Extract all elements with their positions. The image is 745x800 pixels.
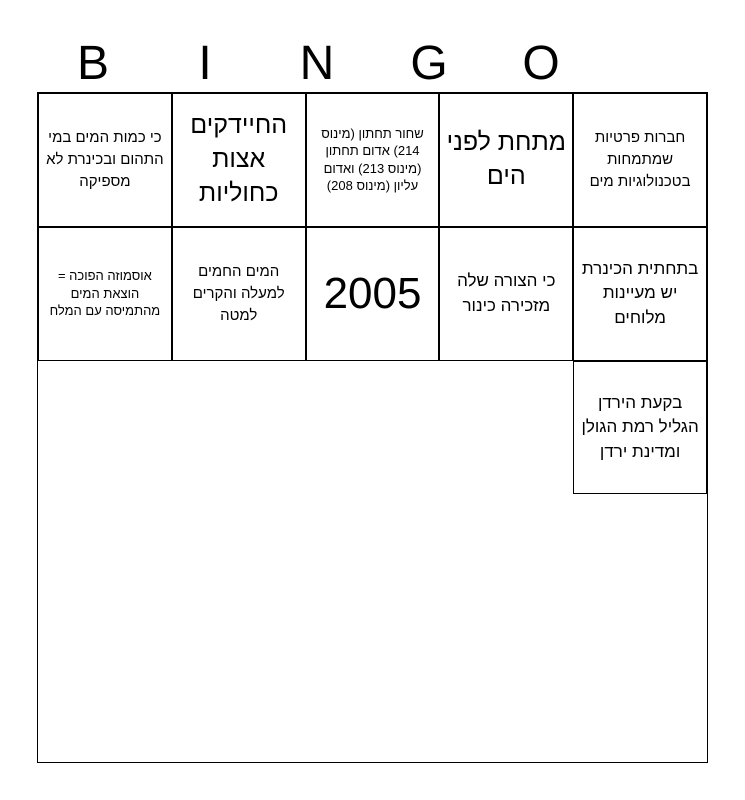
bingo-cell[interactable]	[172, 93, 306, 227]
bingo-cell[interactable]	[439, 227, 573, 361]
header-letter-n: N	[299, 37, 335, 90]
cell-text: כי כמות המים במי התהום ובכינרת לא מספיקה	[46, 129, 164, 190]
cell-text: אוסמוזה הפוכה = הוצאת המים מהתמיסה עם המלח	[49, 268, 161, 319]
cell-text: 2005	[323, 268, 422, 318]
bingo-cell[interactable]	[306, 93, 440, 227]
header-letter-o: O	[522, 37, 560, 90]
bingo-cell[interactable]	[172, 227, 306, 361]
cell-text: כי הצורה שלה מזכירה כינור	[457, 271, 556, 315]
bingo-cell[interactable]	[573, 361, 707, 495]
cell-text: מתחת לפני הים	[446, 128, 566, 190]
cell-text: החיידקים אצות כחוליות	[190, 111, 288, 207]
bingo-cell[interactable]	[38, 93, 172, 227]
bingo-header	[37, 35, 707, 93]
bingo-cell[interactable]	[573, 93, 707, 227]
bingo-cell[interactable]	[573, 227, 707, 361]
cell-text: בתחתית הכינרת יש מעיינות מלוחים	[581, 258, 699, 328]
cell-text: בקעת הירדן הגליל רמת הגולן ומדינת ירדן	[581, 392, 699, 461]
bingo-cell[interactable]	[38, 227, 172, 361]
header-letter-g: G	[410, 37, 448, 90]
bingo-grid	[37, 92, 708, 763]
bingo-cell[interactable]	[439, 93, 573, 227]
bingo-cell[interactable]	[306, 227, 440, 361]
cell-text: חברות פרטיות שמתמחות בטכנולוגיות מים	[589, 129, 691, 190]
cell-text: המים החמים למעלה והקרים למטה	[192, 263, 285, 324]
header-letter-b: B	[76, 37, 109, 90]
header-letter-i: I	[198, 37, 212, 90]
cell-text: שחור תחתון (מינוס 214) אדום תחתון (מינוס 213) ואדום עליון (מינוס 208)	[321, 125, 424, 194]
